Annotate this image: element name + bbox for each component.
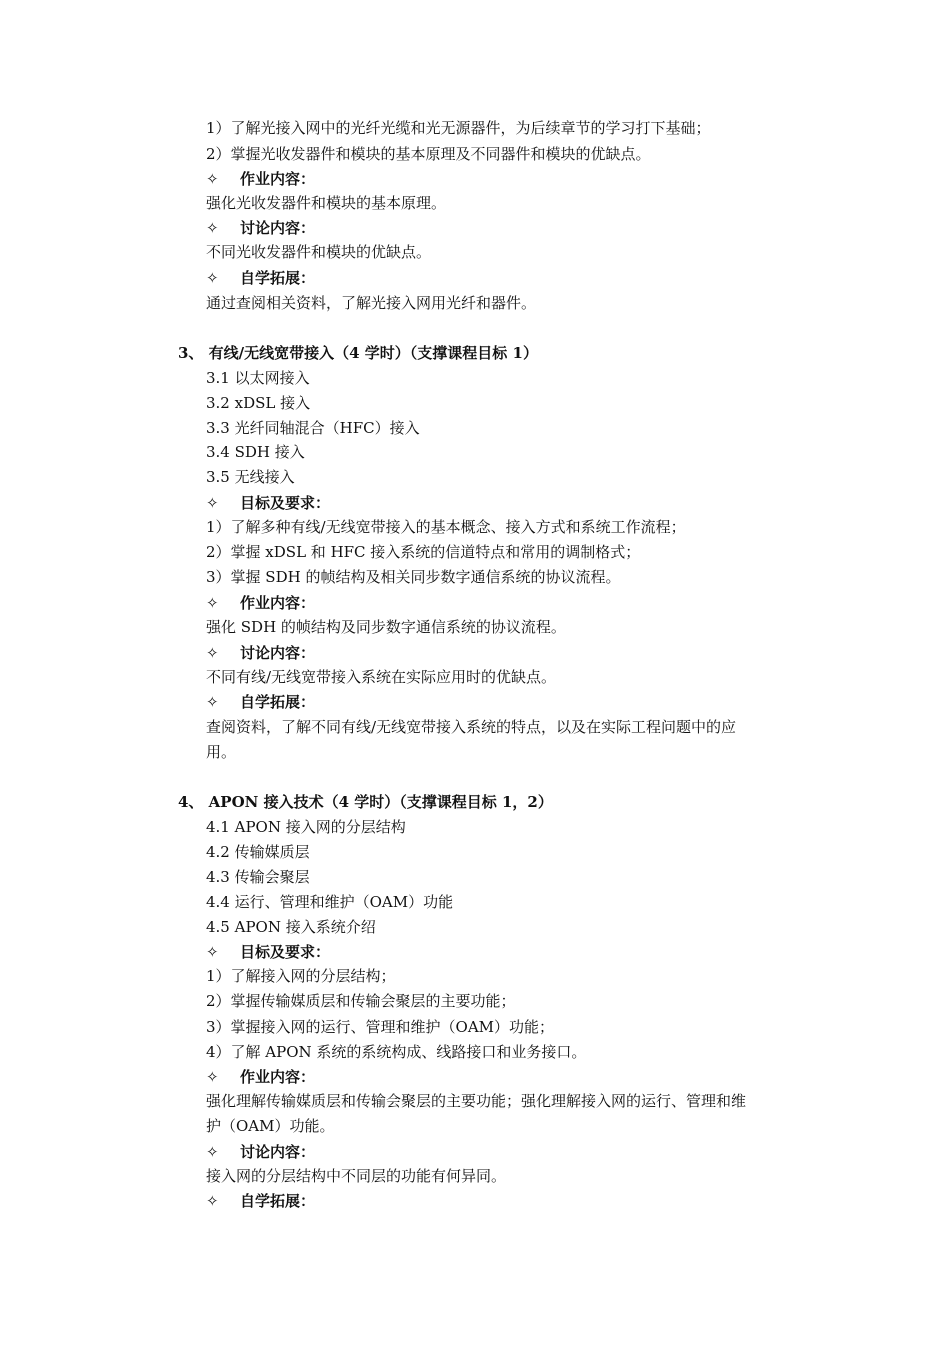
objective-line: 1）了解光接入网中的光纤光缆和光无源器件，为后续章节的学习打下基础； xyxy=(206,119,711,137)
homework-heading: ✧ 作业内容： xyxy=(206,170,316,188)
objective-line: 1）了解接入网的分层结构； xyxy=(206,967,396,985)
diamond-bullet-icon: ✧ xyxy=(206,693,219,711)
objective-line: 4）了解 APON 系统的系统构成、线路接口和业务接口。 xyxy=(206,1043,587,1061)
subsection-item: 4.5 APON 接入系统介绍 xyxy=(206,918,376,936)
subsection-item: 4.1 APON 接入网的分层结构 xyxy=(206,818,406,836)
objective-line: 2）掌握 xDSL 和 HFC 接入系统的信道特点和常用的调制格式； xyxy=(206,543,641,561)
subsection-item: 4.4 运行、管理和维护（OAM）功能 xyxy=(206,893,454,911)
discussion-text: 不同有线/无线宽带接入系统在实际应用时的优缺点。 xyxy=(206,668,557,686)
homework-heading: ✧ 作业内容： xyxy=(206,594,316,612)
selfstudy-heading: ✧ 自学拓展： xyxy=(206,269,316,287)
objectives-heading: ✧ 目标及要求： xyxy=(206,943,331,961)
homework-text: 强化 SDH 的帧结构及同步数字通信系统的协议流程。 xyxy=(206,618,566,636)
objective-line: 1）了解多种有线/无线宽带接入的基本概念、接入方式和系统工作流程； xyxy=(206,518,686,536)
diamond-bullet-icon: ✧ xyxy=(206,494,219,512)
homework-heading: ✧ 作业内容： xyxy=(206,1068,316,1086)
section-4-title: 4、 APON 接入技术（4 学时）（支撑课程目标 1，2） xyxy=(178,793,553,811)
diamond-bullet-icon: ✧ xyxy=(206,1192,219,1210)
homework-text: 强化理解传输媒质层和传输会聚层的主要功能；强化理解接入网的运行、管理和维 xyxy=(206,1092,747,1110)
discussion-heading: ✧ 讨论内容： xyxy=(206,1143,316,1161)
diamond-bullet-icon: ✧ xyxy=(206,644,219,662)
objective-line: 3）掌握接入网的运行、管理和维护（OAM）功能； xyxy=(206,1018,555,1036)
subsection-item: 3.4 SDH 接入 xyxy=(206,443,305,461)
homework-text-continued: 护（OAM）功能。 xyxy=(206,1117,335,1135)
subsection-item: 3.3 光纤同轴混合（HFC）接入 xyxy=(206,419,420,437)
subsection-item: 3.2 xDSL 接入 xyxy=(206,394,311,412)
subsection-item: 3.1 以太网接入 xyxy=(206,369,310,387)
discussion-text: 接入网的分层结构中不同层的功能有何异同。 xyxy=(206,1167,507,1185)
selfstudy-text: 查阅资料，了解不同有线/无线宽带接入系统的特点，以及在实际工程问题中的应 xyxy=(206,718,737,736)
diamond-bullet-icon: ✧ xyxy=(206,219,219,237)
section-3-title: 3、 有线/无线宽带接入（4 学时）（支撑课程目标 1） xyxy=(178,344,538,362)
objective-line: 2）掌握光收发器件和模块的基本原理及不同器件和模块的优缺点。 xyxy=(206,145,651,163)
diamond-bullet-icon: ✧ xyxy=(206,269,219,287)
selfstudy-heading: ✧ 自学拓展： xyxy=(206,693,316,711)
discussion-heading: ✧ 讨论内容： xyxy=(206,644,316,662)
selfstudy-heading: ✧ 自学拓展： xyxy=(206,1192,316,1210)
subsection-item: 4.2 传输媒质层 xyxy=(206,843,310,861)
discussion-text: 不同光收发器件和模块的优缺点。 xyxy=(206,243,432,261)
discussion-heading: ✧ 讨论内容： xyxy=(206,219,316,237)
diamond-bullet-icon: ✧ xyxy=(206,594,219,612)
subsection-item: 4.3 传输会聚层 xyxy=(206,868,310,886)
diamond-bullet-icon: ✧ xyxy=(206,170,219,188)
subsection-item: 3.5 无线接入 xyxy=(206,468,295,486)
selfstudy-text-continued: 用。 xyxy=(206,743,237,761)
objective-line: 2）掌握传输媒质层和传输会聚层的主要功能； xyxy=(206,992,516,1010)
diamond-bullet-icon: ✧ xyxy=(206,1068,219,1086)
diamond-bullet-icon: ✧ xyxy=(206,943,219,961)
objectives-heading: ✧ 目标及要求： xyxy=(206,494,331,512)
homework-text: 强化光收发器件和模块的基本原理。 xyxy=(206,194,447,212)
objective-line: 3）掌握 SDH 的帧结构及相关同步数字通信系统的协议流程。 xyxy=(206,568,621,586)
selfstudy-text: 通过查阅相关资料，了解光接入网用光纤和器件。 xyxy=(206,294,537,312)
diamond-bullet-icon: ✧ xyxy=(206,1143,219,1161)
